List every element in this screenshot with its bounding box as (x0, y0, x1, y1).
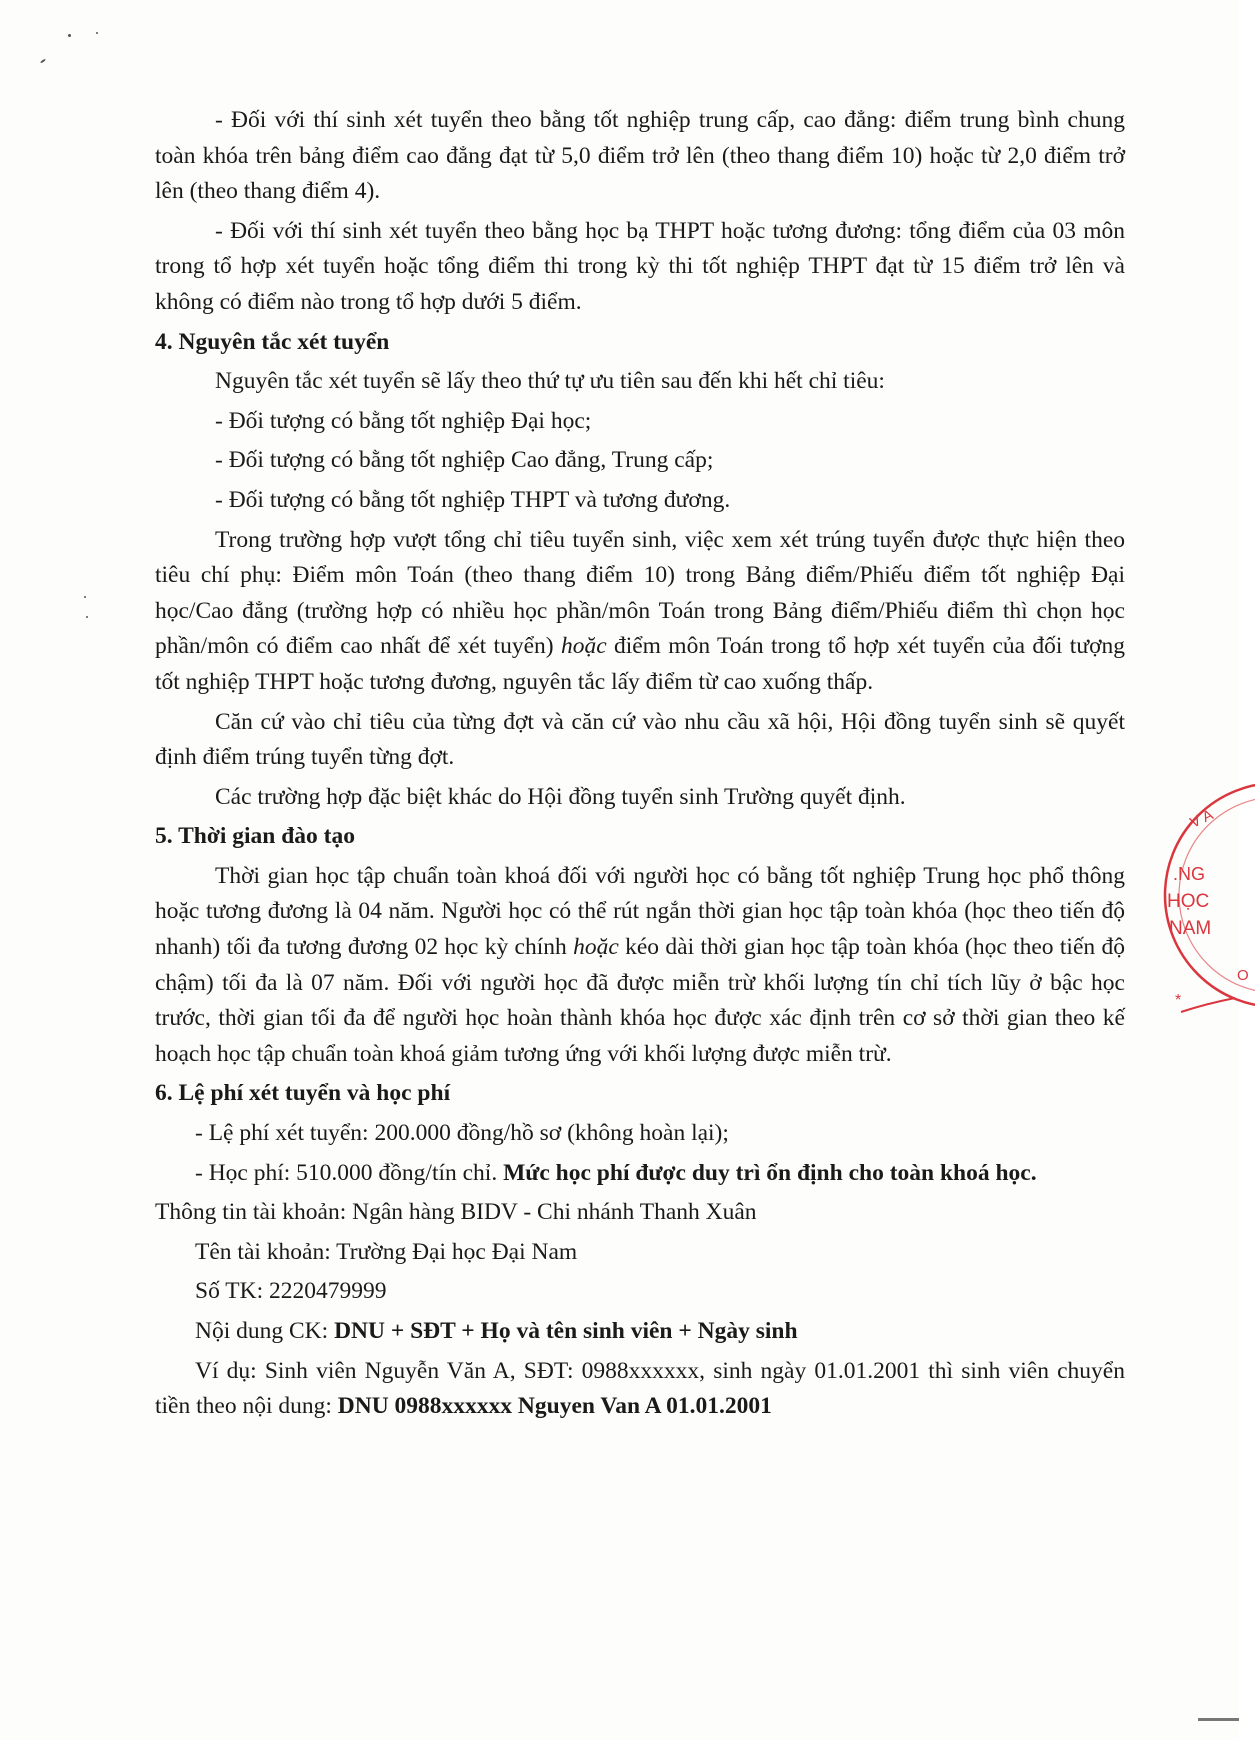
official-seal-fragment (1165, 790, 1255, 1020)
account-name-line: Tên tài khoản: Trường Đại học Đại Nam (195, 1238, 578, 1265)
section-4-quota-paragraph: Căn cứ vào chỉ tiêu của từng đợt và căn cứ vào nhu cầu xã hội, Hội đồng tuyển sinh sẽ quyết định điểm trúng tuyển từng đợt. (155, 708, 1125, 771)
document-body (155, 103, 1125, 1429)
criteria-high-school: - Đối với thí sinh xét tuyển theo bằng học bạ THPT hoặc tương đương: tổng điểm của 03 môn trong tổ hợp xét tuyển hoặc tổng điểm thi trong kỳ thi tốt nghiệp THPT đạt từ 15 điểm trở lên và không có điểm nào trong tổ hợp dưới 5 điểm. (155, 217, 1125, 315)
priority-item: - Đối tượng có bằng tốt nghiệp THPT và tương đương. (215, 486, 731, 513)
application-fee-line: - Lệ phí xét tuyển: 200.000 đồng/hồ sơ (không hoàn lại); (195, 1120, 729, 1147)
page-edge-mark (1198, 1718, 1239, 1721)
tuition-line: - Học phí: 510.000 đồng/tín chỉ. Mức học phí được duy trì ổn định cho toàn khoá học. (195, 1159, 1037, 1186)
section-6-heading: 6. Lệ phí xét tuyển và học phí (155, 1080, 451, 1107)
priority-item: - Đối tượng có bằng tốt nghiệp Đại học; (215, 407, 592, 434)
section-4-heading: 4. Nguyên tắc xét tuyển (155, 328, 390, 355)
seal-text: V A (1187, 806, 1216, 832)
seal-text: * (1175, 992, 1182, 1009)
transfer-content-line: Nội dung CK: DNU + SĐT + Họ và tên sinh viên + Ngày sinh (195, 1318, 798, 1344)
seal-text: HỌC (1167, 891, 1210, 912)
scan-speck (96, 32, 98, 34)
section-5-paragraph: Thời gian học tập chuẩn toàn khoá đối với người học có bằng tốt nghiệp Trung học phổ thông hoặc tương đương là 04 năm. Người học có thể rút ngắn thời gian học tập toàn khóa (học theo tiến độ nhanh) tối đa tương đương 02 học kỳ chính hoặc kéo dài thời gian học tập toàn khóa (học theo tiến độ chậm) tối đa là 07 năm. Đối với người học đã được miễn trừ khối lượng tín chỉ tích lũy ở bậc học trước, thời gian tối đa để người học hoàn thành khóa học được xác định trên cơ sở thời gian theo kế hoạch học tập chuẩn toàn khoá giảm tương ứng với khối lượng được miễn trừ. (155, 862, 1125, 1067)
scan-speck (68, 34, 71, 37)
account-number-line: Số TK: 2220479999 (195, 1278, 387, 1305)
priority-item: - Đối tượng có bằng tốt nghiệp Cao đẳng, Trung cấp; (215, 447, 714, 474)
scan-speck (84, 596, 86, 598)
seal-text: O (1237, 967, 1249, 984)
transfer-example: Ví dụ: Sinh viên Nguyễn Văn A, SĐT: 0988xxxxxx, sinh ngày 01.01.2001 thì sinh viên chuyển tiền theo nội dung: DNU 0988xxxxxx Nguyen Van A 01.01.2001 (155, 1357, 1125, 1420)
section-4-intro: Nguyên tắc xét tuyển sẽ lấy theo thứ tự ưu tiên sau đến khi hết chỉ tiêu: (215, 368, 885, 395)
criteria-intermediate-college: - Đối với thí sinh xét tuyển theo bằng tốt nghiệp trung cấp, cao đẳng: điểm trung bình chung toàn khóa trên bảng điểm cao đẳng đạt từ 5,0 điểm trở lên (theo thang điểm 10) hoặc từ 2,0 điểm trở lên (theo thang điểm 4). (155, 107, 1125, 205)
section-5-heading: 5. Thời gian đào tạo (155, 823, 355, 850)
scan-speck (86, 616, 88, 618)
seal-text: NAM (1169, 918, 1212, 939)
seal-graphic (1165, 790, 1255, 1020)
section-4-tiebreak-paragraph: Trong trường hợp vượt tổng chỉ tiêu tuyển sinh, việc xem xét trúng tuyển được thực hiện theo tiêu chí phụ: Điểm môn Toán (theo thang điểm 10) trong Bảng điểm/Phiếu điểm tốt nghiệp Đại học/Cao đẳng (trường hợp có nhiều học phần/môn Toán trong Bảng điểm/Phiếu điểm thì chọn học phần/môn có điểm cao nhất để xét tuyển) hoặc điểm môn Toán trong tổ hợp xét tuyển của đối tượng tốt nghiệp THPT hoặc tương đương, nguyên tắc lấy điểm từ cao xuống thấp. (155, 526, 1125, 695)
section-4-special-cases: Các trường hợp đặc biệt khác do Hội đồng tuyển sinh Trường quyết định. (215, 783, 906, 810)
seal-text: .NG (1173, 864, 1206, 884)
scan-speck (40, 58, 46, 63)
account-info-line: Thông tin tài khoản: Ngân hàng BIDV - Chi nhánh Thanh Xuân (155, 1199, 757, 1226)
